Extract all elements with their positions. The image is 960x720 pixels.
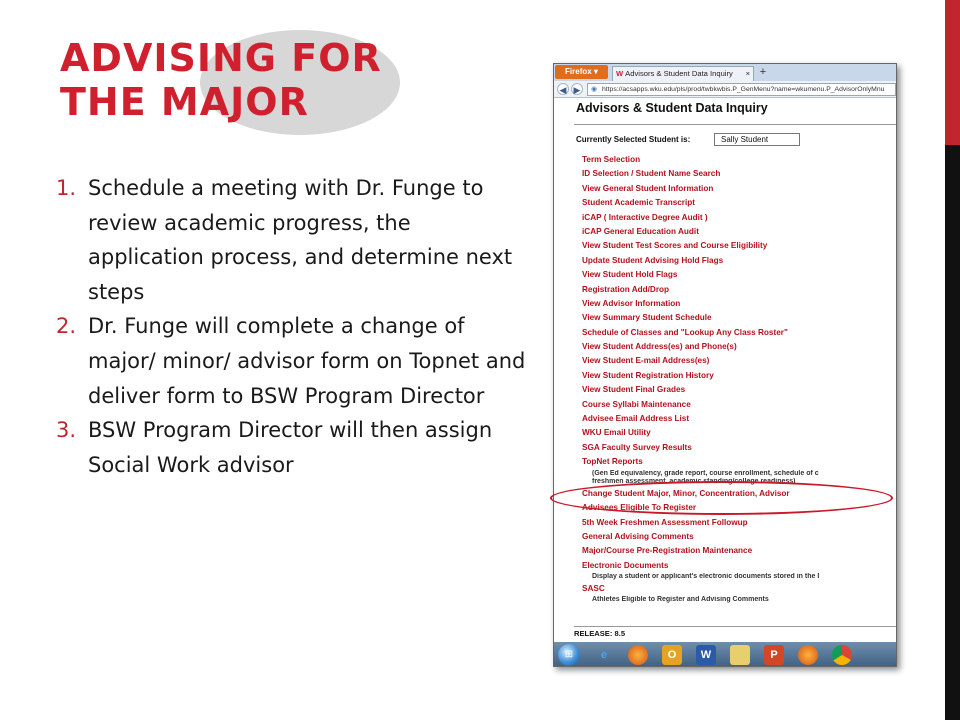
menu-link[interactable]: 5th Week Freshmen Assessment Followup bbox=[582, 517, 748, 527]
back-arrow-icon[interactable]: ◀ bbox=[557, 83, 569, 95]
menu-link[interactable]: View General Student Information bbox=[582, 183, 714, 193]
advisor-menu-list bbox=[582, 153, 894, 605]
menu-link[interactable]: Schedule of Classes and "Lookup Any Class Roster" bbox=[582, 327, 788, 337]
menu-link[interactable]: Registration Add/Drop bbox=[582, 284, 670, 294]
menu-link[interactable]: General Advising Comments bbox=[582, 531, 694, 541]
menu-link-description: freshmen assessment, academic standing/college readiness) bbox=[592, 478, 796, 486]
menu-link[interactable]: View Student Final Grades bbox=[582, 385, 686, 395]
browser-nav-bar bbox=[554, 81, 897, 98]
browser-tab-strip bbox=[554, 64, 897, 81]
steps-list bbox=[56, 171, 526, 482]
firefox-icon[interactable] bbox=[798, 645, 818, 665]
step-item bbox=[56, 413, 526, 482]
address-bar[interactable] bbox=[587, 83, 896, 96]
internet-explorer-icon[interactable]: e bbox=[600, 649, 608, 661]
slide-title bbox=[60, 36, 480, 124]
menu-link-description: Athletes Eligible to Register and Advising Comments bbox=[592, 596, 769, 604]
menu-link[interactable]: Major/Course Pre-Registration Maintenance bbox=[582, 546, 753, 556]
step-text: Dr. Funge will complete a change of major/ minor/ advisor form on Topnet and deliver form to BSW Program Director bbox=[88, 314, 526, 408]
file-explorer-icon[interactable] bbox=[730, 645, 750, 665]
menu-link[interactable]: Course Syllabi Maintenance bbox=[582, 399, 691, 409]
menu-link[interactable]: View Advisor Information bbox=[582, 298, 681, 308]
web-page-content bbox=[554, 99, 897, 633]
slide-title-line-1: ADVISING FOR bbox=[60, 36, 382, 80]
step-number: 3. bbox=[56, 418, 77, 443]
menu-link[interactable]: View Summary Student Schedule bbox=[582, 313, 712, 323]
step-number: 2. bbox=[56, 314, 77, 339]
firefox-menu-button[interactable]: Firefox ▾ bbox=[555, 65, 608, 79]
forward-arrow-icon[interactable]: ▶ bbox=[571, 83, 583, 95]
menu-link[interactable]: View Student Registration History bbox=[582, 370, 714, 380]
step-text: Schedule a meeting with Dr. Funge to review academic progress, the application process, and determine next steps bbox=[88, 176, 513, 304]
menu-link[interactable]: View Student E-mail Address(es) bbox=[582, 356, 710, 366]
menu-link[interactable]: Term Selection bbox=[582, 155, 641, 164]
firefox-icon[interactable] bbox=[628, 645, 648, 665]
menu-link-description: Display a student or applicant's electronic documents stored in the I bbox=[592, 573, 820, 581]
chrome-icon[interactable] bbox=[832, 645, 852, 665]
menu-link[interactable]: SGA Faculty Survey Results bbox=[582, 442, 692, 452]
windows-taskbar bbox=[554, 642, 897, 667]
menu-link[interactable]: iCAP General Education Audit bbox=[582, 226, 699, 236]
step-number: 1. bbox=[56, 176, 77, 200]
menu-link[interactable]: Advisees Eligible To Register bbox=[582, 503, 697, 513]
step-text: BSW Program Director will then assign Social Work advisor bbox=[88, 418, 493, 477]
menu-link[interactable]: WKU Email Utility bbox=[582, 428, 651, 438]
accent-bar-dark bbox=[945, 145, 960, 720]
current-student-value: Sally Student bbox=[714, 133, 800, 146]
current-student-label: Currently Selected Student is: bbox=[576, 135, 691, 144]
step-item bbox=[56, 171, 526, 309]
page-heading: Advisors & Student Data Inquiry bbox=[576, 101, 768, 115]
menu-link[interactable]: Advisee Email Address List bbox=[582, 414, 690, 424]
outlook-icon[interactable]: O bbox=[662, 645, 682, 665]
menu-link[interactable]: Student Academic Transcript bbox=[582, 198, 695, 208]
release-divider bbox=[574, 626, 896, 627]
close-tab-icon[interactable]: × bbox=[745, 69, 750, 78]
menu-link[interactable]: ID Selection / Student Name Search bbox=[582, 169, 721, 179]
menu-link-change-major[interactable]: Change Student Major, Minor, Concentration, Advisor bbox=[582, 488, 790, 498]
menu-link[interactable]: View Student Hold Flags bbox=[582, 270, 678, 280]
address-bar-url: https://acsapps.wku.edu/pls/prod/twbkwbis.P_GenMenu?name=wkumenu.P_AdvisorOnlyMnu bbox=[602, 86, 885, 93]
word-icon[interactable]: W bbox=[696, 645, 716, 665]
menu-link[interactable]: SASC bbox=[582, 583, 605, 593]
menu-link[interactable]: iCAP ( Interactive Degree Audit ) bbox=[582, 212, 708, 222]
browser-tab[interactable] bbox=[612, 66, 754, 81]
menu-link[interactable]: TopNet Reports bbox=[582, 457, 643, 467]
release-label: RELEASE: 8.5 bbox=[574, 629, 626, 638]
browser-tab-title: Advisors & Student Data Inquiry bbox=[625, 69, 733, 78]
highlight-oval-annotation bbox=[550, 481, 893, 515]
new-tab-button[interactable]: + bbox=[759, 66, 767, 78]
site-identity-icon: ◉ bbox=[591, 86, 598, 93]
menu-link[interactable]: View Student Test Scores and Course Eligibility bbox=[582, 241, 768, 251]
windows-start-icon[interactable]: ⊞ bbox=[558, 644, 580, 666]
slide-title-line-2: THE MAJOR bbox=[60, 80, 309, 124]
step-item bbox=[56, 309, 526, 413]
menu-link[interactable]: Update Student Advising Hold Flags bbox=[582, 255, 724, 265]
menu-link[interactable]: Electronic Documents bbox=[582, 560, 669, 570]
menu-link-description: (Gen Ed equivalency, grade report, course enrollment, schedule of c bbox=[592, 469, 819, 477]
embedded-browser-screenshot bbox=[553, 63, 897, 667]
heading-divider bbox=[574, 124, 896, 125]
accent-bar-red bbox=[945, 0, 960, 145]
wku-logo-icon: W bbox=[616, 69, 624, 78]
menu-link[interactable]: View Student Address(es) and Phone(s) bbox=[582, 342, 737, 352]
powerpoint-icon[interactable]: P bbox=[764, 645, 784, 665]
